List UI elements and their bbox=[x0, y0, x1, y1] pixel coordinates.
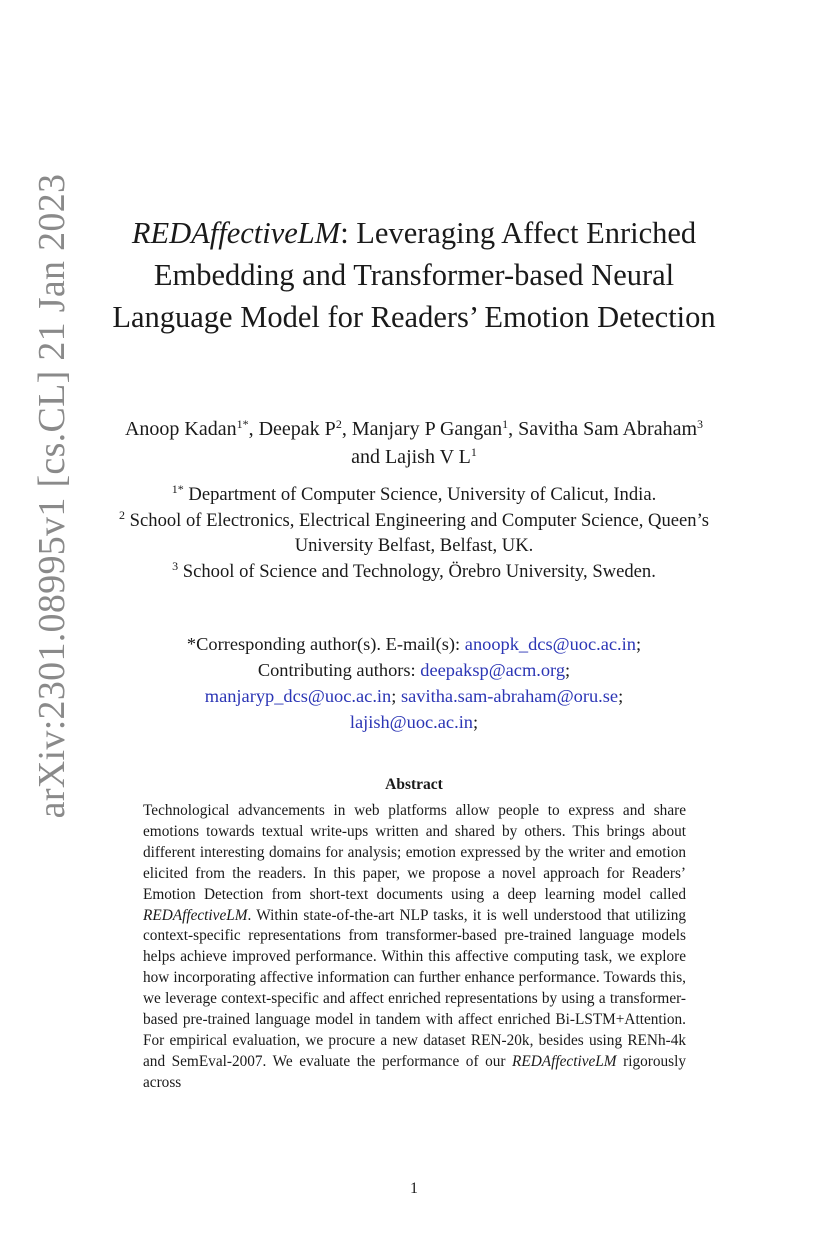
email-link[interactable]: lajish@uoc.ac.in bbox=[349, 712, 474, 732]
author-separator: , bbox=[248, 418, 259, 440]
author-name: Savitha Sam Abraham bbox=[518, 418, 698, 440]
email-link[interactable]: savitha.sam-abraham@oru.se bbox=[400, 686, 619, 706]
author-separator: , bbox=[508, 418, 519, 440]
author-separator: , bbox=[341, 418, 352, 440]
author-mark: 3 bbox=[697, 417, 704, 431]
affiliation-text: School of Science and Technology, Örebro University, Sweden. bbox=[182, 560, 656, 582]
affiliation-mark: 2 bbox=[119, 507, 126, 522]
affiliations bbox=[80, 482, 748, 584]
author-mark: 2 bbox=[335, 417, 342, 431]
email-link[interactable]: manjaryp_dcs@uoc.ac.in bbox=[204, 686, 392, 706]
email-link[interactable]: anoopk_dcs@uoc.ac.in bbox=[464, 634, 636, 654]
abstract-text: Technological advancements in web platforms allow people to express and share emotions towards textual write-ups written and shared by others. This brings about different interesting domains for analysis; emotion expressed by the writer and emotion elicited from the readers. In this paper, we propose a novel approach for Readers’ Emotion Detection from short-text documents using a deep learning model called bbox=[143, 802, 686, 903]
separator: ; bbox=[618, 686, 624, 706]
page-number: 1 bbox=[410, 1180, 418, 1197]
author-name: Deepak P bbox=[258, 418, 336, 440]
author-name: Lajish V L bbox=[384, 446, 471, 468]
email-link[interactable]: deepaksp@acm.org bbox=[420, 660, 566, 680]
affiliation-text: Department of Computer Science, University of Calicut, India. bbox=[188, 484, 657, 505]
abstract-model-name: REDAffectiveLM bbox=[143, 906, 248, 924]
correspondence bbox=[100, 631, 728, 735]
author-name: Anoop Kadan bbox=[124, 418, 237, 440]
title-model-name: REDAffectiveLM bbox=[131, 216, 341, 250]
author-separator: and bbox=[351, 446, 385, 468]
separator: ; bbox=[473, 712, 479, 732]
affiliation bbox=[80, 559, 748, 585]
abstract-heading: Abstract bbox=[385, 776, 443, 793]
title-rest: : Leveraging Affect Enriched Embedding and Transformer-based Neural Language Model for Readers’ Emotion Detection bbox=[112, 216, 716, 334]
contributing-label: Contributing authors: bbox=[257, 660, 421, 680]
author-list bbox=[110, 415, 718, 471]
author-mark: 1* bbox=[236, 417, 249, 431]
abstract-body bbox=[143, 801, 686, 1094]
affiliation bbox=[80, 508, 748, 559]
abstract-text: . Within state-of-the-art NLP tasks, it is well understood that utilizing context-specific representations from transformer-based pre-trained language models helps achieve improved performance. Within this affective computing task, we explore how incorporating affective information can further enhance performance. Towards this, we leverage context-specific and affect enriched representations by using a transformer-based pre-trained language model in tandem with affect enriched Bi-LSTM+Attention. For empirical evaluation, we procure a new dataset REN-20k, besides using RENh-4k and SemEval-2007. We evaluate the performance of our bbox=[143, 906, 686, 1070]
separator: ; bbox=[635, 634, 642, 654]
author-mark: 1 bbox=[470, 445, 477, 459]
paper-title bbox=[100, 212, 728, 338]
affiliation-mark: 3 bbox=[172, 558, 179, 573]
author-name: Manjary P Gangan bbox=[351, 418, 503, 440]
abstract-text: rigorously across bbox=[143, 1052, 686, 1091]
abstract-model-name: REDAffectiveLM bbox=[512, 1052, 617, 1070]
affiliation-mark: 1* bbox=[171, 482, 184, 496]
arxiv-identifier[interactable]: arXiv:2301.08995v1 [cs.CL] 21 Jan 2023 bbox=[31, 173, 73, 819]
separator: ; bbox=[565, 660, 571, 680]
author-mark: 1 bbox=[502, 417, 509, 431]
separator: ; bbox=[391, 686, 397, 706]
affiliation-text: School of Electronics, Electrical Engineering and Computer Science, Queen’s University Belfast, Belfast, UK. bbox=[129, 509, 709, 556]
correspondence-lead: *Corresponding author(s). E-mail(s): bbox=[186, 634, 465, 654]
affiliation bbox=[80, 482, 748, 508]
